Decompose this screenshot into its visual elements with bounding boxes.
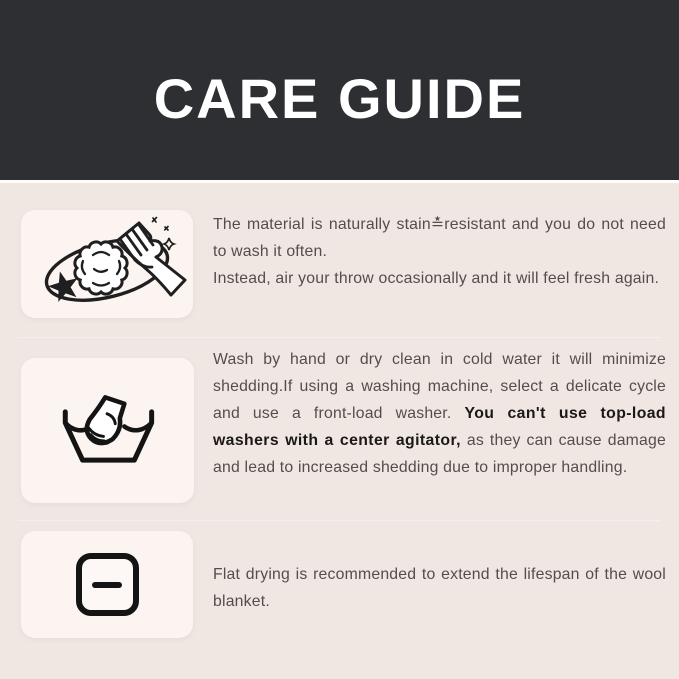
text-after-bold: as they can cause damage and lead to increased shedding due to improper handling. (213, 432, 666, 476)
stain-resistant-wool-brush-icon (21, 210, 193, 318)
stain-resistant-text (213, 211, 666, 292)
section-divider (18, 520, 661, 521)
text-before-bold: Wash by hand or dry clean in cold water it will minimize shedding.If using a washing machine, select a delicate cycle and use a front-load washer. (213, 351, 666, 422)
hand-wash-card (21, 358, 194, 503)
flat-dry-icon (76, 553, 139, 616)
flat-dry-text (213, 561, 666, 615)
paragraph: Flat drying is recommended to extend the lifespan of the wool blanket. (213, 566, 666, 610)
bold-warning-text: You can't use top-load washers with a center agitator, (213, 405, 666, 449)
hand-wash-icon (58, 390, 158, 472)
section-divider (18, 337, 661, 338)
paragraph (213, 346, 666, 481)
header-banner (0, 0, 679, 183)
hand-wash-text (213, 346, 666, 481)
flat-dry-card (21, 531, 193, 638)
page-title: CARE GUIDE (153, 66, 526, 130)
flat-dry-line (92, 582, 122, 588)
paragraph: Instead, air your throw occasionally and it will feel fresh again. (213, 270, 660, 287)
stain-resistant-card (21, 210, 193, 318)
paragraph: The material is naturally stain≛resistant and you do not need to wash it often. (213, 216, 666, 260)
